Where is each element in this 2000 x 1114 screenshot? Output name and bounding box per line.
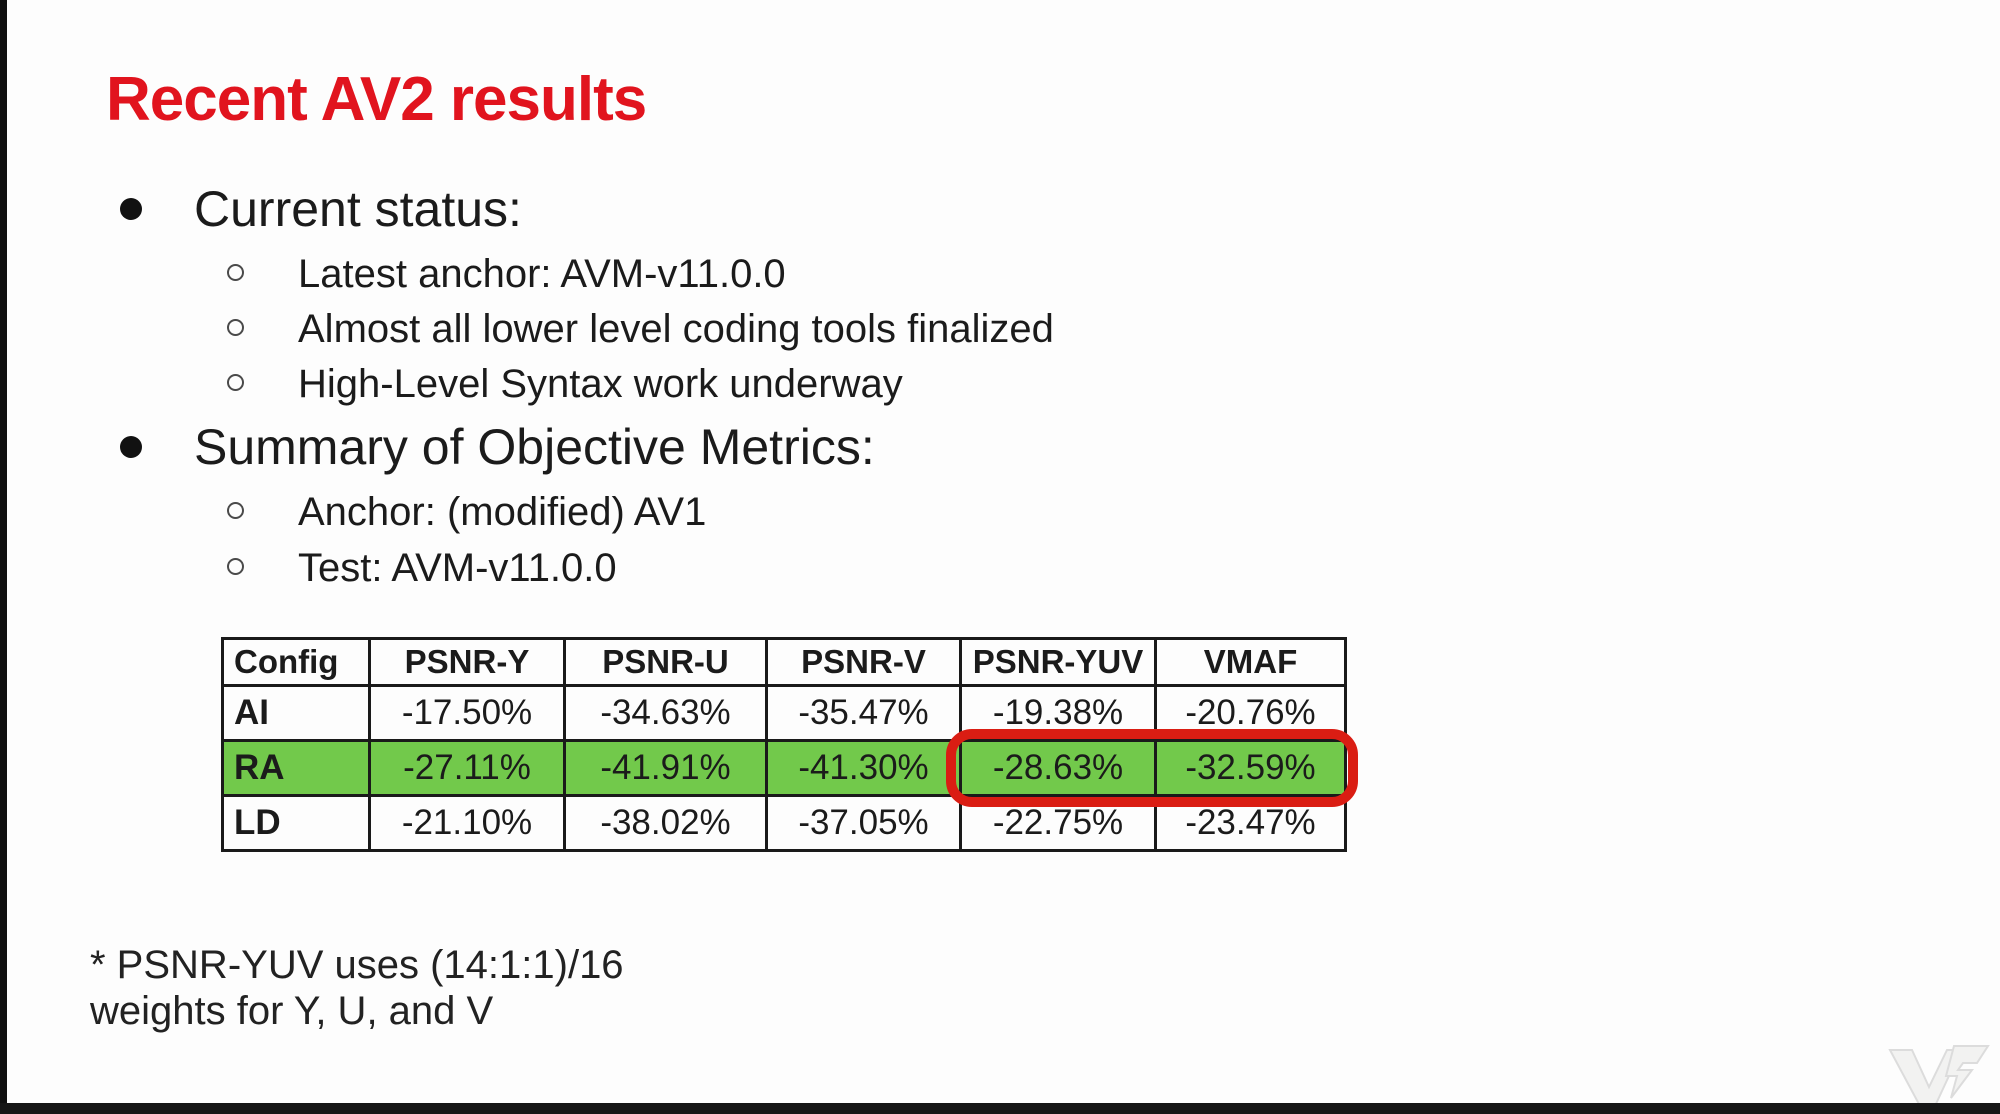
circle-bullet-icon xyxy=(227,502,244,519)
cell-ra-psnr-yuv: -28.63% xyxy=(961,741,1156,796)
cell-ld-psnr-v: -37.05% xyxy=(767,796,961,851)
col-header-psnr-u: PSNR-U xyxy=(565,639,767,686)
left-edge-bar xyxy=(0,0,7,1114)
bullet-dot-icon xyxy=(120,436,142,458)
circle-bullet-icon xyxy=(227,264,244,281)
cell-ai-psnr-v: -35.47% xyxy=(767,686,961,741)
sub-bullet-hls: High-Level Syntax work underway xyxy=(298,362,903,406)
cell-ld-psnr-u: -38.02% xyxy=(565,796,767,851)
footnote-line-1: * PSNR-YUV uses (14:1:1)/16 xyxy=(90,943,624,987)
circle-bullet-icon xyxy=(227,558,244,575)
cell-ld-psnr-yuv: -22.75% xyxy=(961,796,1156,851)
bullet-current-status: Current status: xyxy=(194,181,522,237)
cell-ai-vmaf: -20.76% xyxy=(1156,686,1346,741)
watermark-v-logo-icon xyxy=(1866,1036,1990,1106)
cell-ai-psnr-y: -17.50% xyxy=(370,686,565,741)
col-header-vmaf: VMAF xyxy=(1156,639,1346,686)
col-header-psnr-y: PSNR-Y xyxy=(370,639,565,686)
circle-bullet-icon xyxy=(227,319,244,336)
circle-bullet-icon xyxy=(227,374,244,391)
metrics-table xyxy=(221,637,1347,852)
col-header-config: Config xyxy=(223,639,370,686)
bullet-summary-metrics: Summary of Objective Metrics: xyxy=(194,419,875,475)
row-label-ai: AI xyxy=(223,686,370,741)
col-header-psnr-v: PSNR-V xyxy=(767,639,961,686)
page-title: Recent AV2 results xyxy=(106,64,647,134)
cell-ai-psnr-u: -34.63% xyxy=(565,686,767,741)
table-header-row xyxy=(223,639,1346,686)
table-row-ai xyxy=(223,686,1346,741)
cell-ld-vmaf: -23.47% xyxy=(1156,796,1346,851)
bullet-dot-icon xyxy=(120,198,142,220)
sub-bullet-latest-anchor: Latest anchor: AVM-v11.0.0 xyxy=(298,252,786,296)
footnote xyxy=(90,942,624,1034)
cell-ra-psnr-y: -27.11% xyxy=(370,741,565,796)
cell-ra-psnr-u: -41.91% xyxy=(565,741,767,796)
sub-bullet-anchor: Anchor: (modified) AV1 xyxy=(298,490,707,534)
footnote-line-2: weights for Y, U, and V xyxy=(90,989,494,1033)
table-row-ld xyxy=(223,796,1346,851)
row-label-ra: RA xyxy=(223,741,370,796)
cell-ld-psnr-y: -21.10% xyxy=(370,796,565,851)
col-header-psnr-yuv: PSNR-YUV xyxy=(961,639,1156,686)
cell-ra-psnr-v: -41.30% xyxy=(767,741,961,796)
sub-bullet-test: Test: AVM-v11.0.0 xyxy=(298,546,617,590)
sub-bullet-coding-tools: Almost all lower level coding tools finalized xyxy=(298,307,1054,351)
cell-ra-vmaf: -32.59% xyxy=(1156,741,1346,796)
cell-ai-psnr-yuv: -19.38% xyxy=(961,686,1156,741)
row-label-ld: LD xyxy=(223,796,370,851)
table-row-ra xyxy=(223,741,1346,796)
bottom-edge-bar xyxy=(0,1103,2000,1114)
